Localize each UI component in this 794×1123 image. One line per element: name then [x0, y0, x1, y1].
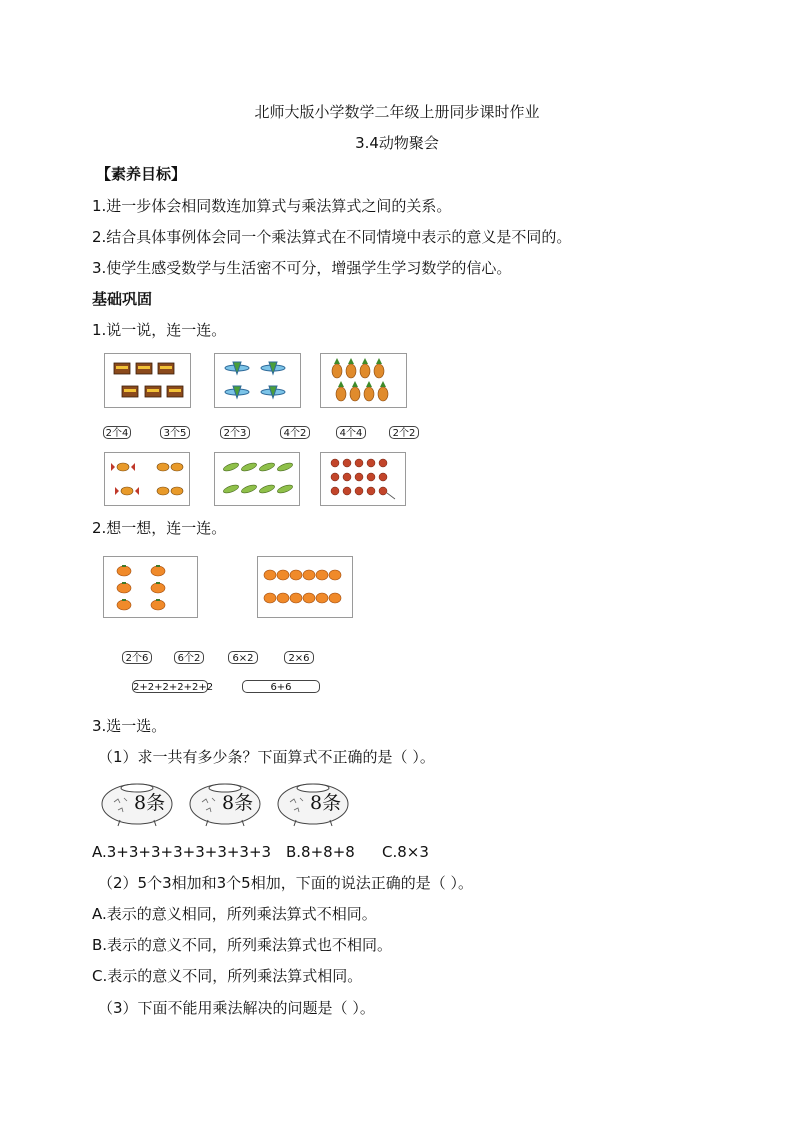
q2-tag-six-plus-six[interactable]: 6+6: [242, 680, 320, 693]
q3-part1-question: （1）求一共有多少条？下面算式不正确的是（ ）。: [98, 748, 435, 766]
lollipops-icon: [321, 453, 405, 505]
q3-prompt: 3.选一选。: [92, 717, 167, 735]
q3-part1-option-c[interactable]: C.8×3: [382, 843, 429, 861]
q2-tag-6x2-text[interactable]: 6个2: [174, 651, 204, 664]
q1-tag-2x2[interactable]: 2个2: [389, 426, 419, 439]
persimmons-2x6-icon: [258, 557, 352, 617]
q3-part2-option-a[interactable]: A.表示的意义相同，所列乘法算式不相同。: [92, 905, 377, 923]
goal-item-2: 2.结合具体事例体会同一个乘法算式在不同情境中表示的意义是不同的。: [92, 228, 572, 246]
corn-icon: [215, 453, 299, 505]
goal-item-1: 1.进一步体会相同数连加算式与乘法算式之间的关系。: [92, 197, 452, 215]
treasure-chests-icon: [105, 354, 190, 407]
q3-part2-option-b[interactable]: B.表示的意义不同，所列乘法算式也不相同。: [92, 936, 393, 954]
persimmons-3x2-icon: [104, 557, 197, 617]
lesson-title: 3.4动物聚会: [355, 134, 439, 152]
airplanes-image: [214, 353, 301, 408]
q1-tag-4x4[interactable]: 4个4: [336, 426, 366, 439]
bowl-label: 8条: [134, 792, 166, 814]
q1-tag-2x3[interactable]: 2个3: [220, 426, 250, 439]
q1-prompt: 1.说一说，连一连。: [92, 321, 227, 339]
q2-prompt: 2.想一想，连一连。: [92, 519, 227, 537]
lollipops-image: [320, 452, 406, 506]
pineapples-image: [320, 353, 407, 408]
section-heading: 基础巩固: [92, 290, 153, 308]
q3-part1-option-a[interactable]: A.3+3+3+3+3+3+3+3: [92, 843, 272, 861]
goal-item-3: 3.使学生感受数学与生活密不可分，增强学生学习数学的信心。: [92, 259, 512, 277]
fish-bowl-3: [276, 780, 350, 828]
persimmons-2x6-image: [257, 556, 353, 618]
q1-tag-2x4[interactable]: 2个4: [103, 426, 131, 439]
corn-image: [214, 452, 300, 506]
persimmons-3x2-image: [103, 556, 198, 618]
q2-tag-sum-of-twos[interactable]: 2+2+2+2+2+2: [133, 682, 214, 693]
airplanes-icon: [215, 354, 300, 407]
q2-tag-6times2[interactable]: 6×2: [228, 651, 258, 664]
candies-icon: [105, 453, 189, 505]
q3-part2-option-c[interactable]: C.表示的意义不同，所列乘法算式相同。: [92, 967, 363, 985]
bowl-label: 8条: [310, 792, 342, 814]
q2-tag-2times6[interactable]: 2×6: [284, 651, 314, 664]
worksheet-title: 北师大版小学数学二年级上册同步课时作业: [254, 103, 540, 121]
candies-image: [104, 452, 190, 506]
q3-part2-question: （2）5个3相加和3个5相加，下面的说法正确的是（ ）。: [98, 874, 473, 892]
q1-tag-4x2[interactable]: 4个2: [280, 426, 310, 439]
treasure-chests-image: [104, 353, 191, 408]
fish-bowl-2: [188, 780, 262, 828]
fish-bowl-1: [100, 780, 174, 828]
q2-tag-2x6-text[interactable]: 2个6: [122, 651, 152, 664]
bowl-label: 8条: [222, 792, 254, 814]
q3-part3-question: （3）下面不能用乘法解决的问题是（ ）。: [98, 999, 375, 1017]
pineapples-icon: [321, 354, 406, 407]
goals-heading: 【素养目标】: [96, 165, 187, 183]
q3-part1-option-b[interactable]: B.8+8+8: [286, 843, 355, 861]
q1-tag-3x5[interactable]: 3个5: [160, 426, 190, 439]
